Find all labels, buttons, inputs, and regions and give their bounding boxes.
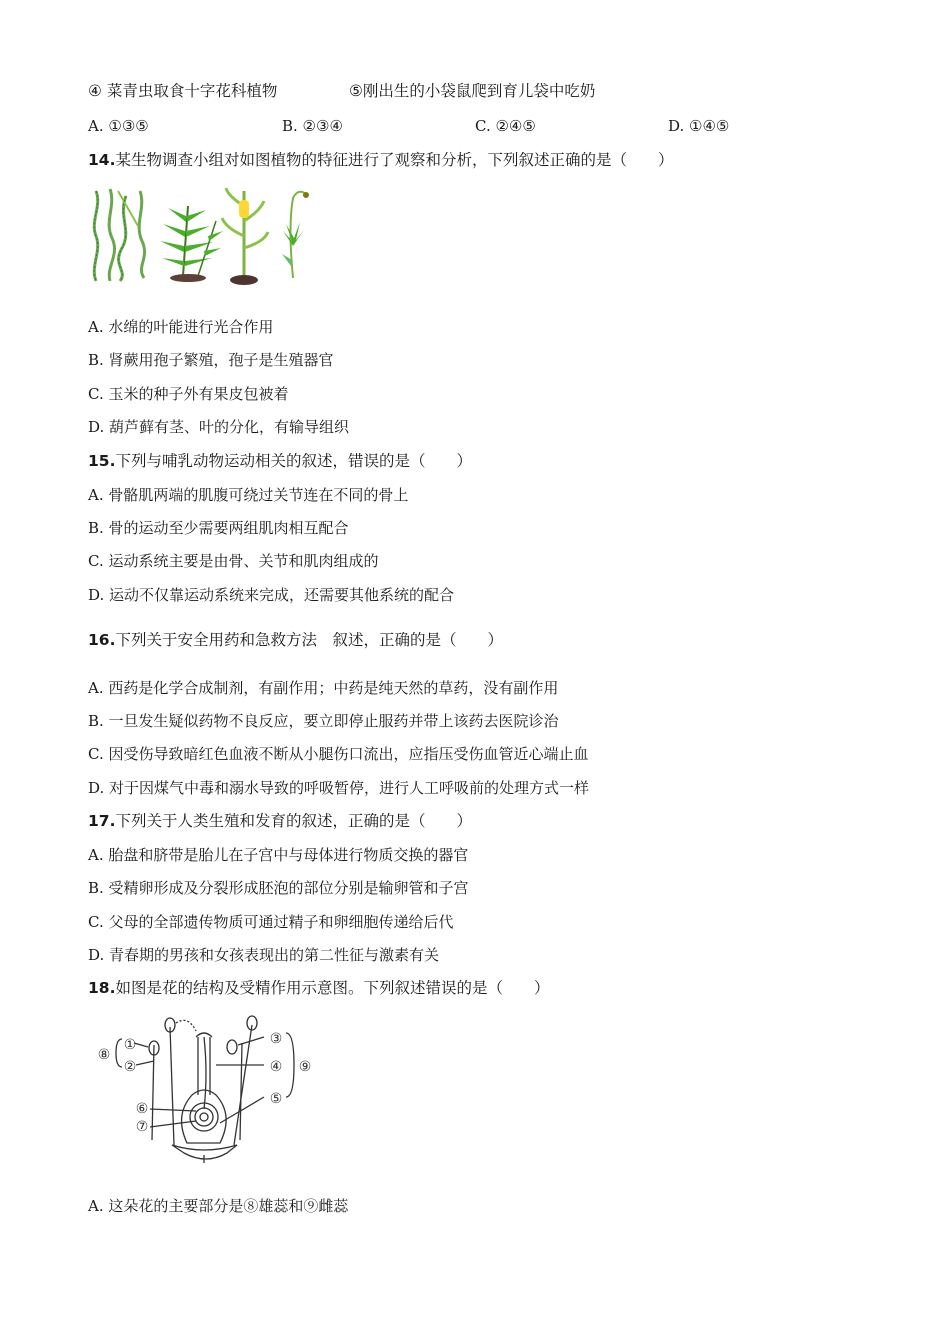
q16-option-b[interactable]: B. 一旦发生疑似药物不良反应，要立即停止服药并带上该药去医院诊治 [88, 712, 559, 730]
q18-number: 18. [88, 979, 116, 997]
q13-item-4: ④ 菜青虫取食十字花科植物 [88, 82, 278, 100]
label-5: ⑤ [269, 1091, 283, 1107]
q13-option-a[interactable]: A. ①③⑤ [88, 117, 149, 135]
q14-plant-figure [88, 186, 313, 286]
q15-number: 15. [88, 452, 116, 470]
label-4: ④ [269, 1059, 283, 1075]
q17-option-d[interactable]: D. 青春期的男孩和女孩表现出的第二性征与激素有关 [88, 946, 440, 964]
label-7: ⑦ [135, 1119, 149, 1135]
fern-image [160, 206, 223, 282]
label-3: ③ [269, 1031, 283, 1047]
q17-option-b[interactable]: B. 受精卵形成及分裂形成胚泡的部位分别是输卵管和子宫 [88, 879, 469, 897]
q16-stem [88, 630, 503, 650]
flower-structure-diagram [92, 1015, 317, 1165]
q18-stem [88, 978, 549, 998]
q14-option-d[interactable]: D. 葫芦藓有茎、叶的分化，有输导组织 [88, 418, 350, 436]
q13-item-5: ⑤刚出生的小袋鼠爬到育儿袋中吃奶 [349, 82, 596, 100]
label-9: ⑨ [298, 1059, 312, 1075]
q14-stem-text: 某生物调查小组对如图植物的特征进行了观察和分析，下列叙述正确的是（ ） [115, 151, 674, 169]
q16-number: 16. [88, 631, 116, 649]
q15-stem-text: 下列与哺乳动物运动相关的叙述，错误的是（ ） [115, 452, 472, 470]
label-8: ⑧ [97, 1047, 111, 1063]
q16-option-d[interactable]: D. 对于因煤气中毒和溺水导致的呼吸暂停，进行人工呼吸前的处理方式一样 [88, 779, 590, 797]
q15-option-b[interactable]: B. 骨的运动至少需要两组肌肉相互配合 [88, 519, 349, 537]
q14-option-a[interactable]: A. 水绵的叶能进行光合作用 [88, 318, 274, 336]
q16-option-a[interactable]: A. 西药是化学合成制剂，有副作用；中药是纯天然的草药，没有副作用 [88, 679, 559, 697]
q15-option-a[interactable]: A. 骨骼肌两端的肌腹可绕过关节连在不同的骨上 [88, 486, 409, 504]
q16-stem-text: 下列关于安全用药和急救方法 叙述，正确的是（ ） [115, 631, 503, 649]
q18-option-a[interactable]: A. 这朵花的主要部分是⑧雄蕊和⑨雌蕊 [88, 1197, 349, 1215]
q14-option-b[interactable]: B. 肾蕨用孢子繁殖，孢子是生殖器官 [88, 351, 334, 369]
label-1: ① [123, 1037, 137, 1053]
moss-image [282, 192, 309, 278]
q13-option-c[interactable]: C. ②④⑤ [475, 117, 536, 135]
corn-image [222, 188, 268, 285]
label-2: ② [123, 1059, 137, 1075]
q17-stem-text: 下列关于人类生殖和发育的叙述，正确的是（ ） [115, 812, 472, 830]
q17-number: 17. [88, 812, 116, 830]
q15-stem [88, 451, 472, 471]
q17-stem [88, 811, 472, 831]
q14-option-c[interactable]: C. 玉米的种子外有果皮包被着 [88, 385, 289, 403]
label-6: ⑥ [135, 1101, 149, 1117]
q14-number: 14. [88, 151, 116, 169]
spirogyra-image [94, 189, 144, 281]
q18-stem-text: 如图是花的结构及受精作用示意图。下列叙述错误的是（ ） [115, 979, 550, 997]
q15-option-c[interactable]: C. 运动系统主要是由骨、关节和肌肉组成的 [88, 552, 379, 570]
q13-option-b[interactable]: B. ②③④ [282, 117, 343, 135]
q16-option-c[interactable]: C. 因受伤导致暗红色血液不断从小腿伤口流出，应指压受伤血管近心端止血 [88, 745, 589, 763]
q17-option-c[interactable]: C. 父母的全部遗传物质可通过精子和卵细胞传递给后代 [88, 913, 454, 931]
q14-stem [88, 150, 673, 170]
q17-option-a[interactable]: A. 胎盘和脐带是胎儿在子宫中与母体进行物质交换的器官 [88, 846, 469, 864]
q15-option-d[interactable]: D. 运动不仅靠运动系统来完成，还需要其他系统的配合 [88, 586, 455, 604]
q13-option-d[interactable]: D. ①④⑤ [668, 117, 730, 135]
